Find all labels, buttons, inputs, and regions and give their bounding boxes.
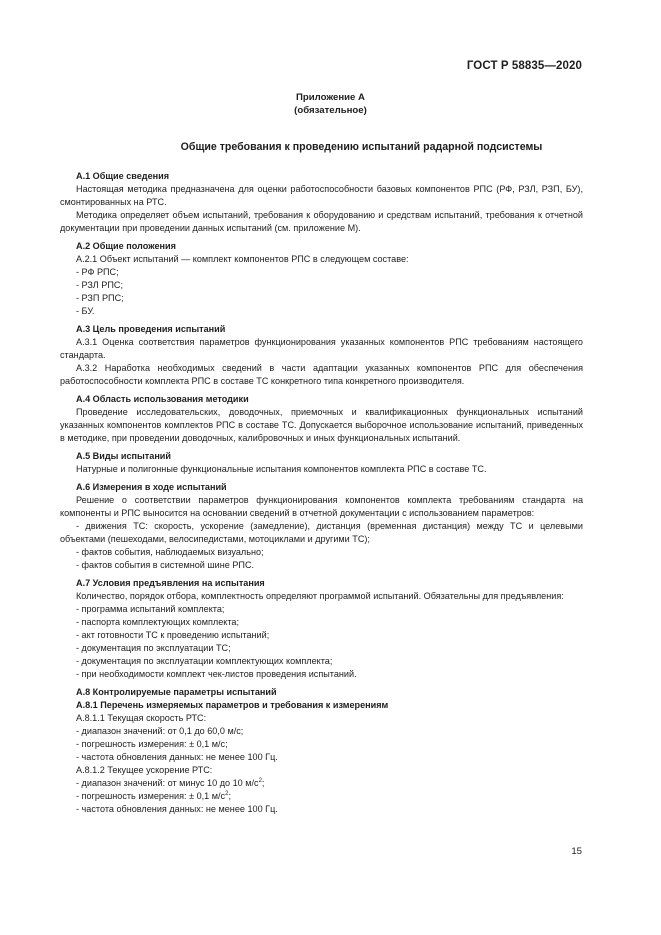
paragraph: Решение о соответствии параметров функционирования компонентов комплекта требованиям стандарта на компоненты и РПС выносится на основании сведений в отчетной документации с использованием параметров:: [60, 495, 583, 518]
list-item: [60, 777, 583, 790]
section-heading: А.1 Общие сведения: [76, 171, 170, 181]
list-item: - фактов события в системной шине РПС.: [76, 560, 255, 570]
list-item: - частота обновления данных: не менее 100 Гц.: [76, 804, 278, 814]
section-a7: [60, 577, 583, 681]
section-heading: А.8 Контролируемые параметры испытаний: [76, 687, 277, 697]
list-item: - программа испытаний комплекта;: [76, 604, 225, 614]
section-a5: [60, 450, 583, 476]
section-heading: А.3 Цель проведения испытаний: [76, 324, 226, 334]
section-a4: [60, 393, 583, 445]
list-item: [60, 790, 583, 803]
clause-title: А.8.1.2 Текущее ускорение РТС:: [76, 765, 213, 775]
superscript: 2: [258, 777, 262, 784]
list-item: - погрешность измерения: ± 0,1 м/с;: [76, 739, 228, 749]
section-heading: А.6 Измерения в ходе испытаний: [76, 482, 227, 492]
punctuation: ;: [261, 778, 265, 788]
list-item: - акт готовности ТС к проведению испытаний;: [76, 630, 270, 640]
list-item: - документация по эксплуатации комплектующих комплекта;: [76, 656, 333, 666]
section-a6: [60, 481, 583, 572]
annex-label: Приложение А: [296, 92, 365, 103]
section-a8: [60, 686, 583, 816]
annex-title: Общие требования к проведению испытаний радарной подсистемы: [180, 141, 543, 153]
paragraph: Натурные и полигонные функциональные испытания компонентов комплекта РПС в составе ТС.: [76, 464, 487, 474]
punctuation: ;: [228, 791, 231, 801]
paragraph: А.2.1 Объект испытаний — комплект компонентов РПС в следующем составе:: [76, 254, 409, 264]
annex-status: (обязательное): [294, 105, 367, 116]
item-text: - диапазон значений: от минус 10 до 10 м/с: [76, 778, 259, 788]
paragraph: Настоящая методика предназначена для оценки работоспособности базовых компонентов РПС (РФ, РЗЛ, РЗП, БУ), смонтированных на РТС.: [60, 184, 583, 207]
list-item: - при необходимости комплект чек-листов проведения испытаний.: [76, 669, 357, 679]
list-item: - БУ.: [76, 306, 95, 316]
section-a2: [60, 240, 583, 318]
item-text: - погрешность измерения: ± 0,1 м/с: [76, 791, 226, 801]
document-body: [60, 165, 583, 816]
annex-heading: [0, 91, 661, 117]
list-item: - диапазон значений: от 0,1 до 60,0 м/с;: [76, 726, 244, 736]
paragraph: Количество, порядок отбора, комплектность определяют программой испытаний. Обязательны для предъявления:: [76, 591, 564, 601]
list-item: - фактов события, наблюдаемых визуально;: [76, 547, 264, 557]
section-a3: [60, 323, 583, 388]
section-heading: А.4 Область использования методики: [76, 394, 249, 404]
section-a1: [60, 170, 583, 235]
page-number: 15: [571, 846, 582, 857]
paragraph: А.3.2 Наработка необходимых сведений в части адаптации указанных компонентов РПС для обеспечения работоспособности комплекта РПС в составе ТС конкретного типа конкретного производителя.: [60, 363, 583, 386]
superscript: 2: [225, 790, 229, 797]
list-item: - РЗЛ РПС;: [76, 280, 124, 290]
list-item: - движения ТС: скорость, ускорение (замедление), дистанция (временная дистанция) между ТС и целевыми объектами (пешеходами, велосипедистами, мотоциклами и другими ТС);: [60, 521, 583, 544]
list-item: - паспорта комплектующих комплекта;: [76, 617, 240, 627]
list-item: - частота обновления данных: не менее 100 Гц.: [76, 752, 278, 762]
list-item: - РФ РПС;: [76, 267, 119, 277]
standard-code: ГОСТ Р 58835—2020: [466, 60, 582, 72]
list-item: - документация по эксплуатации ТС;: [76, 643, 231, 653]
section-heading: А.7 Условия предъявления на испытания: [76, 578, 265, 588]
clause-title: А.8.1.1 Текущая скорость РТС:: [76, 713, 207, 723]
paragraph: Проведение исследовательских, доводочных, приемочных и квалификационных функциональных испытаний указанных компонентов комплектов РПС в составе ТС. Допускается выборочное использование испытаний, приведенных в методике, при проведении доводочных, калибровочных и иных функциональных испытаний.: [60, 407, 583, 443]
section-heading: А.2 Общие положения: [76, 241, 176, 251]
paragraph: А.3.1 Оценка соответствия параметров функционирования указанных компонентов РПС требованиям настоящего стандарта.: [60, 337, 583, 360]
section-heading: А.5 Виды испытаний: [76, 451, 171, 461]
list-item: - РЗП РПС;: [76, 293, 124, 303]
paragraph: Методика определяет объем испытаний, требования к оборудованию и средствам испытаний, требования к отчетной документации при проведении данных испытаний (см. приложение М).: [60, 210, 583, 233]
subsection-heading: А.8.1 Перечень измеряемых параметров и требования к измерениям: [76, 700, 389, 710]
